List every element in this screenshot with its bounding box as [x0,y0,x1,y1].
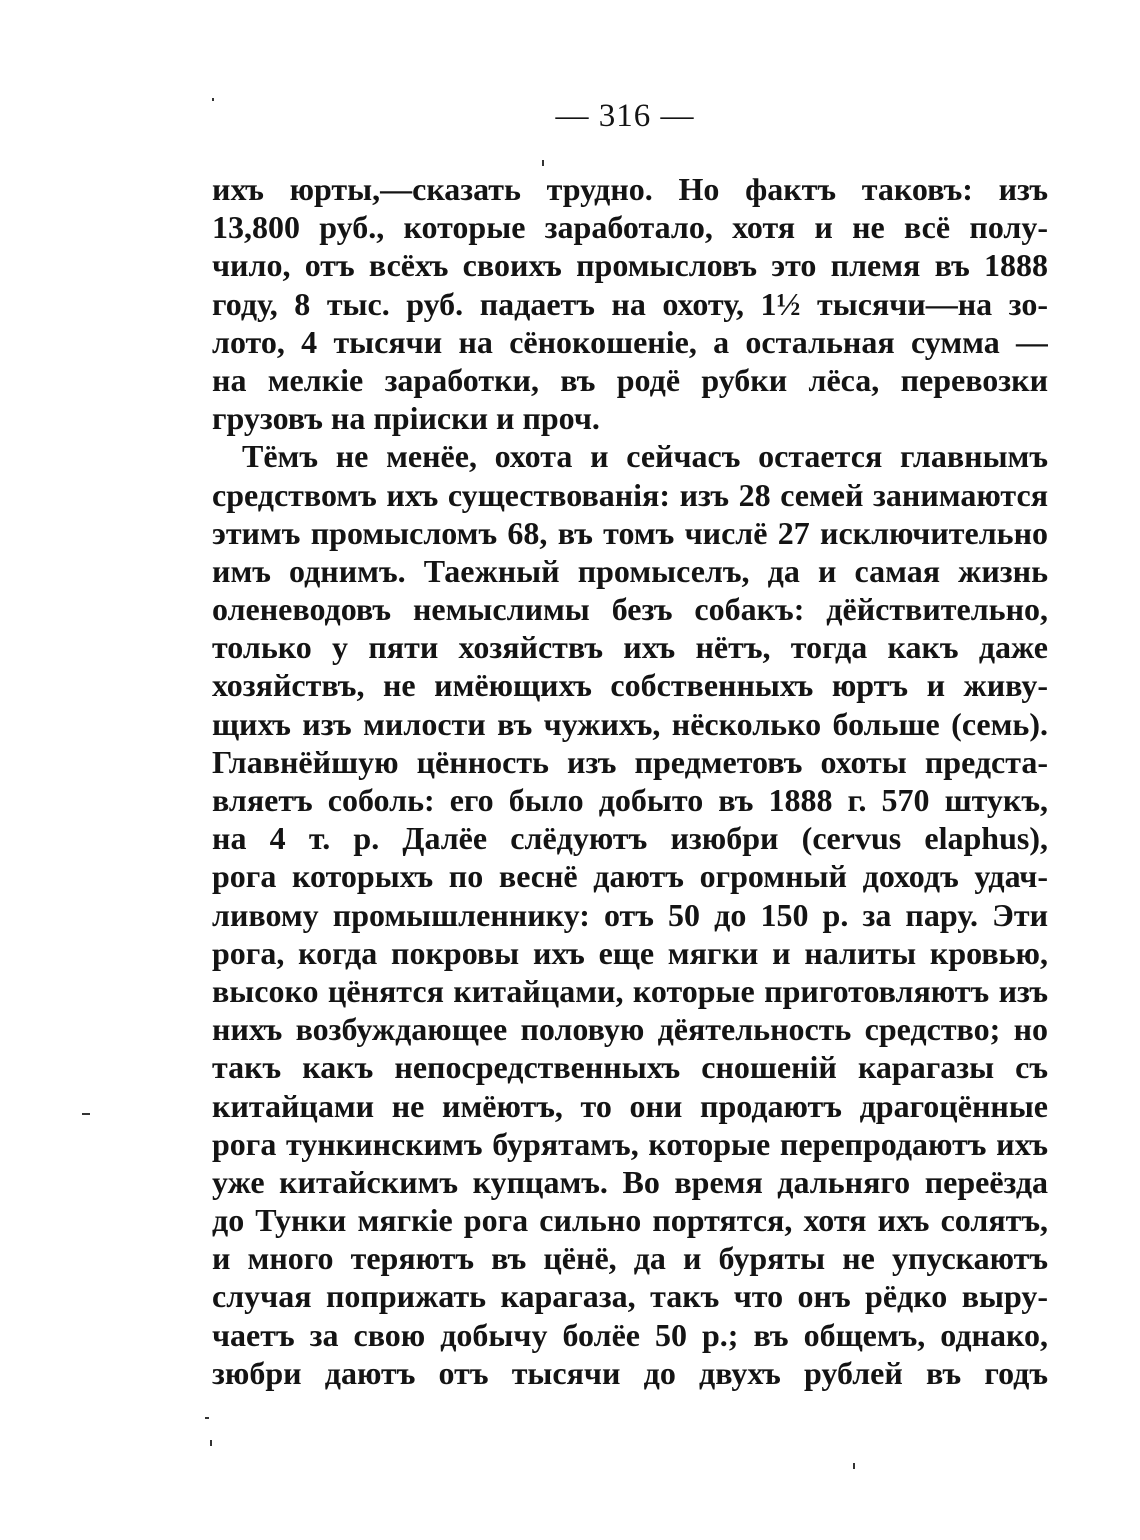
text-line: рога которыхъ по веснё даютъ огромный доходъ удач- [212,858,1048,895]
scan-speck [212,98,214,101]
text-line: высоко цёнятся китайцами, которые приготовляютъ изъ [212,972,1048,1009]
text-line: только у пяти хозяйствъ ихъ нётъ, тогда какъ даже [212,629,1048,666]
text-line: чаетъ за свою добычу болёе 50 р.; въ общемъ, однако, [212,1316,1048,1353]
text-line: щихъ изъ милости въ чужихъ, нёсколько больше (семь). [212,705,1048,742]
text-line: на мелкіе заработки, въ родё рубки лёса, перевозки [212,361,1048,398]
text-line: Тёмъ не менёе, охота и сейчасъ остается главнымъ [242,438,1048,475]
text-line: китайцами не имёютъ, то они продаютъ драгоцённые [212,1087,1048,1124]
text-line: оленеводовъ немыслимы безъ собакъ: дёйствительно, [212,591,1048,628]
text-line: случая поприжать карагаза, такъ что онъ рёдко выру- [212,1278,1048,1315]
text-line: чило, отъ всёхъ своихъ промысловъ это племя въ 1888 [212,247,1048,284]
text-line: Главнёйшую цённость изъ предметовъ охоты предста- [212,743,1048,780]
text-line: хозяйствъ, не имёющихъ собственныхъ юртъ и живу- [212,667,1048,704]
scan-speck [853,1463,855,1469]
text-line: такъ какъ непосредственныхъ сношеній карагазы съ [212,1049,1048,1086]
scan-speck [542,160,544,166]
text-line: средствомъ ихъ существованія: изъ 28 семей занимаются [212,476,1048,513]
scan-speck [205,1417,209,1419]
page-number: — 316 — [555,98,695,134]
text-line: 13,800 руб., которые заработало, хотя и не всё полу- [212,209,1048,246]
text-line: зюбри даютъ отъ тысячи до двухъ рублей въ годъ [212,1354,1048,1391]
body-text [212,170,1048,1392]
text-line: рога тункинскимъ бурятамъ, которые перепродаютъ ихъ [212,1125,1048,1162]
scan-speck [210,1440,212,1446]
text-line: грузовъ на пріиски и проч. [212,400,600,437]
text-line: рога, когда покровы ихъ еще мягки и налиты кровью, [212,934,1048,971]
text-line: лото, 4 тысячи на сёнокошеніе, а остальная сумма — [212,323,1048,360]
scan-speck [82,1113,90,1115]
text-line: ливому промышленнику: отъ 50 до 150 р. за пару. Эти [212,896,1048,933]
text-line: вляетъ соболь: его было добыто въ 1888 г. 570 штукъ, [212,782,1048,818]
text-line: уже китайскимъ купцамъ. Во время дальняго переёзда [212,1163,1048,1200]
text-line: на 4 т. р. Далёе слёдуютъ изюбри (cervus elaphus), [212,820,1048,857]
text-line: этимъ промысломъ 68, въ томъ числё 27 исключительно [212,514,1048,551]
text-line: имъ однимъ. Таежный промыселъ, да и самая жизнь [212,552,1048,589]
text-line: и много теряютъ въ цёнё, да и буряты не упускаютъ [212,1240,1048,1277]
paragraph-1 [212,170,1048,437]
text-line: ихъ юрты,—сказать трудно. Но фактъ таковъ: изъ [212,171,1048,207]
text-line: до Тунки мягкіе рога сильно портятся, хотя ихъ солятъ, [212,1202,1048,1239]
text-line: году, 8 тыс. руб. падаетъ на охоту, 1½ тысячи—на зо- [212,285,1048,322]
paragraph-2 [212,437,1048,1392]
text-line: нихъ возбуждающее половую дёятельность средство; но [212,1011,1048,1048]
